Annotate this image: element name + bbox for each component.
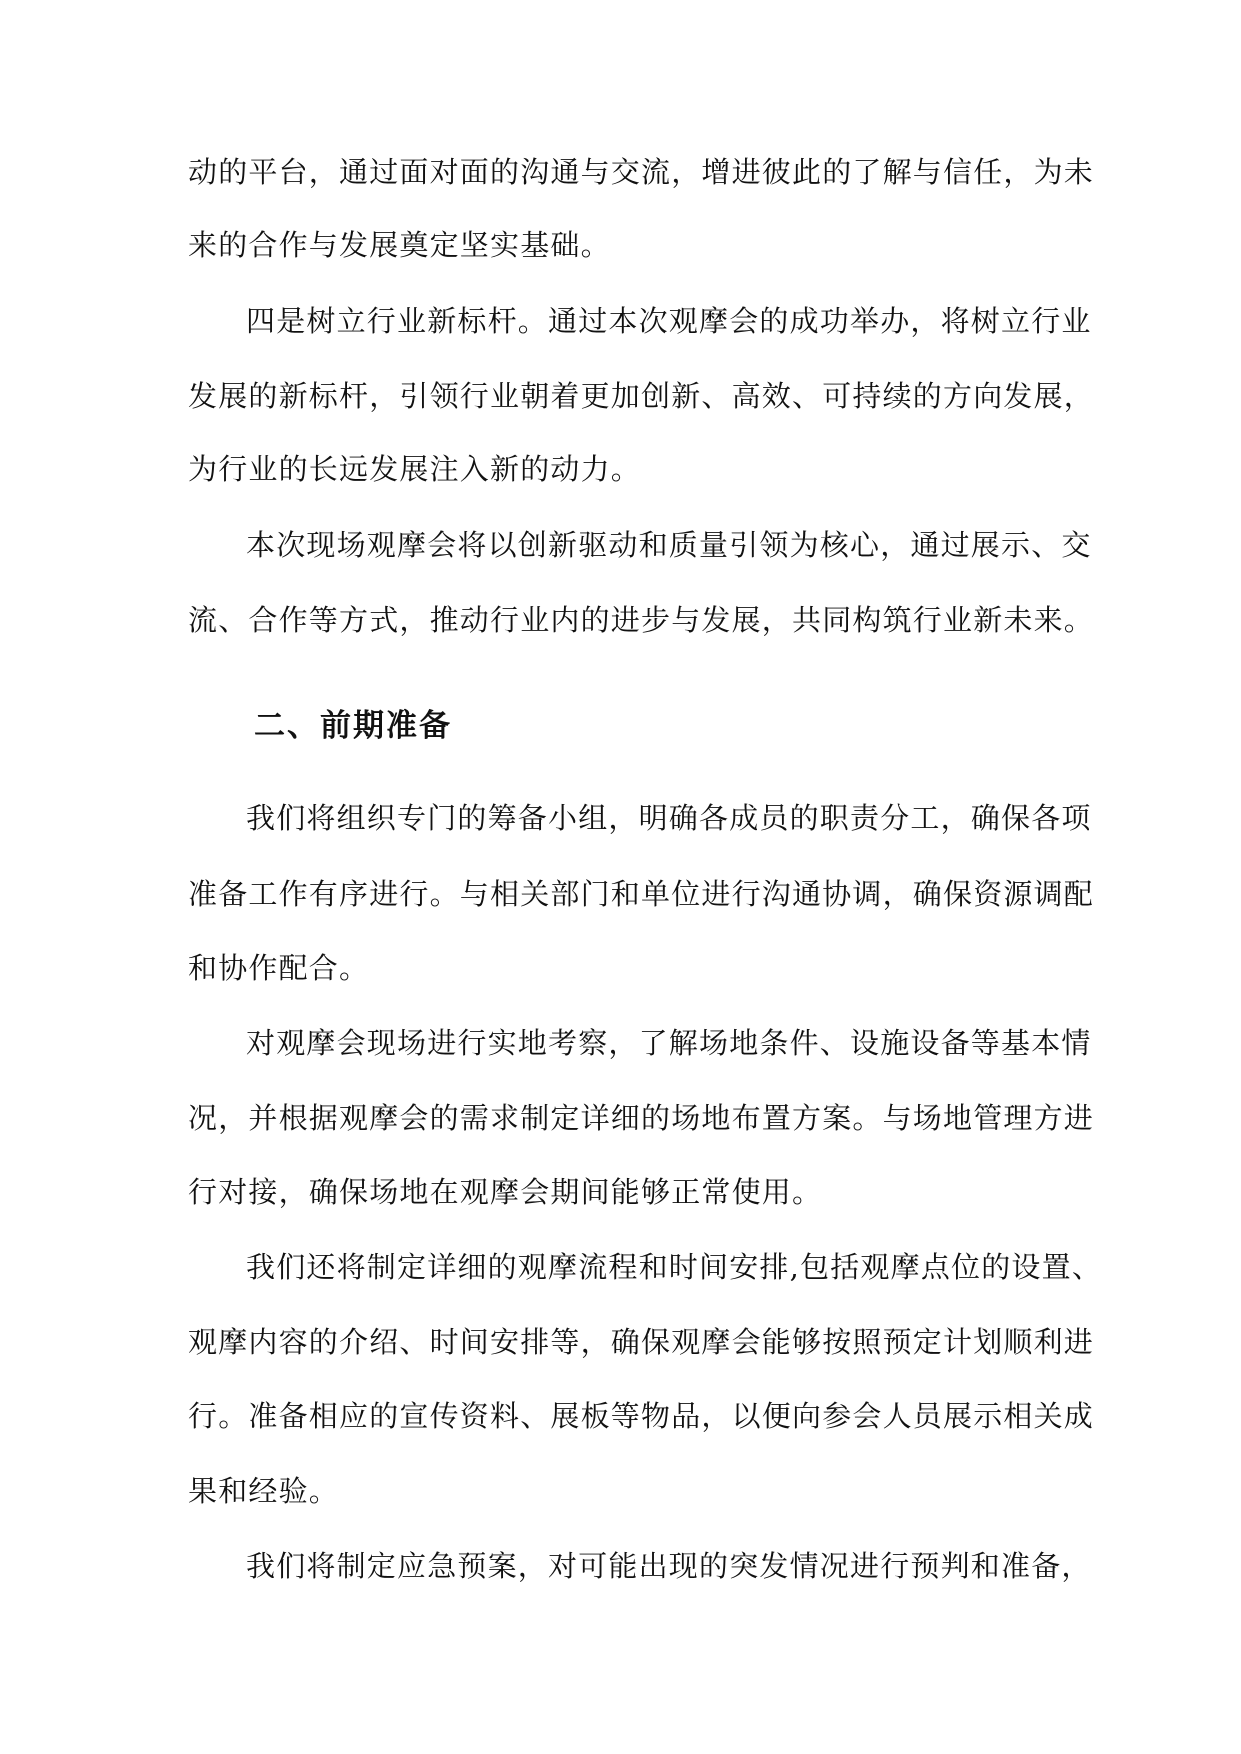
paragraph-line: 四是树立行业新标杆。通过本次观摩会的成功举办，将树立行业 — [246, 304, 1092, 338]
paragraph-line: 行对接，确保场地在观摩会期间能够正常使用。 — [188, 1175, 823, 1209]
paragraph-line: 我们将组织专门的筹备小组，明确各成员的职责分工，确保各项 — [246, 801, 1092, 835]
paragraph-line: 对观摩会现场进行实地考察，了解场地条件、设施设备等基本情 — [246, 1026, 1092, 1060]
paragraph-line: 和协作配合。 — [188, 951, 370, 985]
paragraph-line: 果和经验。 — [188, 1474, 340, 1508]
paragraph-line: 为行业的长远发展注入新的动力。 — [188, 452, 642, 486]
paragraph-line: 来的合作与发展奠定坚实基础。 — [188, 228, 611, 262]
paragraph-line: 我们还将制定详细的观摩流程和时间安排,包括观摩点位的设置、 — [246, 1250, 1103, 1284]
paragraph-line: 况，并根据观摩会的需求制定详细的场地布置方案。与场地管理方进 — [188, 1101, 1095, 1135]
paragraph-line: 流、合作等方式，推动行业内的进步与发展，共同构筑行业新未来。 — [188, 603, 1095, 637]
paragraph-line: 动的平台，通过面对面的沟通与交流，增进彼此的了解与信任，为未 — [188, 155, 1095, 189]
paragraph-line: 本次现场观摩会将以创新驱动和质量引领为核心，通过展示、交 — [246, 528, 1092, 562]
paragraph-line: 发展的新标杆，引领行业朝着更加创新、高效、可持续的方向发展， — [188, 379, 1095, 413]
section-heading: 二、前期准备 — [254, 708, 452, 744]
paragraph-line: 行。准备相应的宣传资料、展板等物品，以便向参会人员展示相关成 — [188, 1399, 1095, 1433]
paragraph-line: 准备工作有序进行。与相关部门和单位进行沟通协调，确保资源调配 — [188, 877, 1095, 911]
paragraph-line: 我们将制定应急预案，对可能出现的突发情况进行预判和准备， — [246, 1549, 1092, 1583]
paragraph-line: 观摩内容的介绍、时间安排等，确保观摩会能够按照预定计划顺利进 — [188, 1325, 1095, 1359]
